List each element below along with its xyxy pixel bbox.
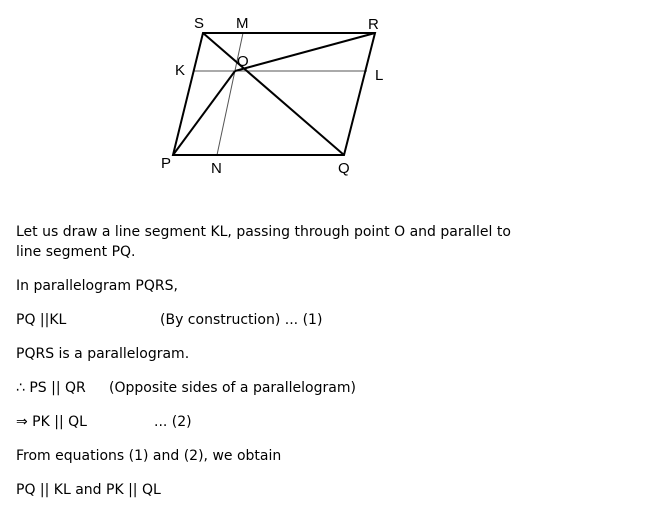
label-s: S xyxy=(194,15,205,32)
text-line-2: line segment PQ. xyxy=(16,244,136,260)
text-line-1: Let us draw a line segment KL, passing through point O and parallel to xyxy=(16,224,511,240)
segment-mn xyxy=(217,33,243,155)
parallelogram-diagram xyxy=(0,0,662,200)
statement: ⇒ PK || QL xyxy=(16,414,87,430)
label-n: N xyxy=(211,160,222,177)
reason: ... (2) xyxy=(154,414,192,430)
label-p: P xyxy=(161,155,172,172)
label-l: L xyxy=(375,67,384,84)
text-line-5: PQRS is a parallelogram. xyxy=(16,346,190,362)
text-line-6 xyxy=(16,378,356,398)
text-line-3: In parallelogram PQRS, xyxy=(16,278,178,294)
label-o: O xyxy=(237,53,249,70)
reason: (Opposite sides of a parallelogram) xyxy=(109,380,356,396)
text-line-8: From equations (1) and (2), we obtain xyxy=(16,448,282,464)
label-q: Q xyxy=(338,160,350,177)
label-m: M xyxy=(236,15,249,32)
label-k: K xyxy=(175,62,186,79)
reason: (By construction) ... (1) xyxy=(160,312,323,328)
text-line-9: PQ || KL and PK || QL xyxy=(16,482,161,498)
text-line-7 xyxy=(16,412,192,432)
label-r: R xyxy=(368,16,379,33)
segment-sq xyxy=(203,33,344,155)
statement: ∴ PS || QR xyxy=(16,380,86,396)
text-line-4 xyxy=(16,310,322,330)
segment-or xyxy=(235,33,375,71)
statement: PQ ||KL xyxy=(16,312,67,328)
